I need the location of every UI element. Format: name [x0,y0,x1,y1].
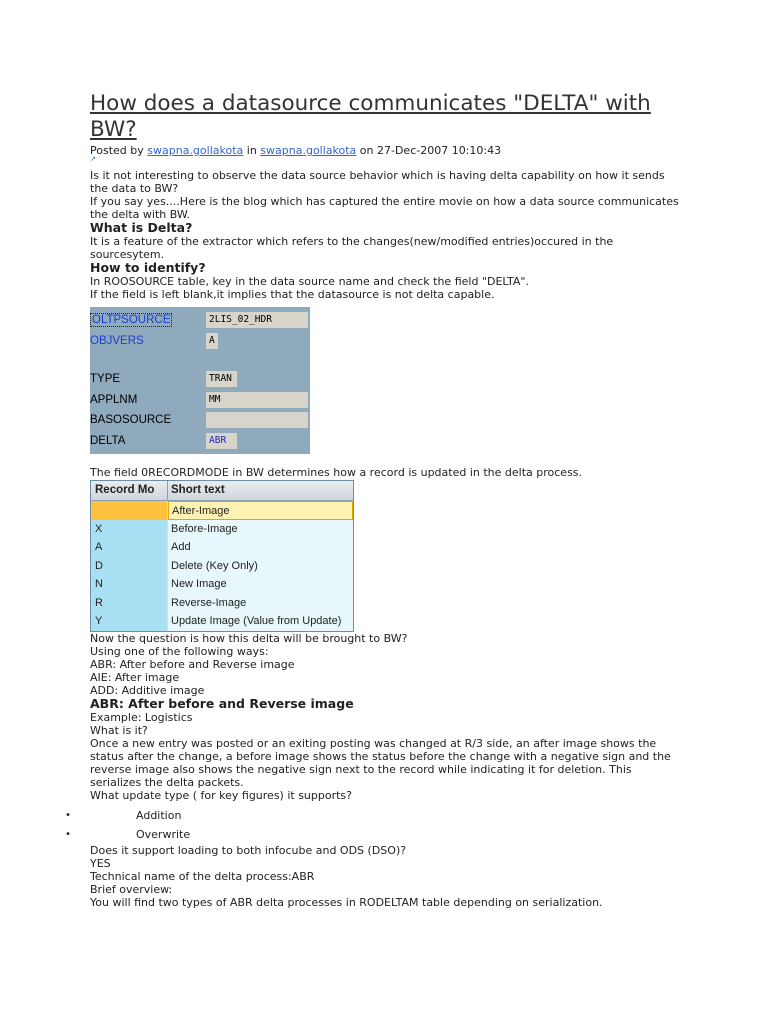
bullet-icon: • [65,809,71,821]
table-row[interactable] [91,612,353,631]
sap-blank-row [90,351,310,369]
ways-text-1: Now the question is how this delta will be brought to BW? [90,631,408,645]
tail-text-1: Does it support loading to both infocube and ODS (DSO)? [90,843,407,857]
recordmode-text: The field 0RECORDMODE in BW determines how a record is updated in the delta process. [90,466,583,479]
what-is-delta-text: It is a feature of the extractor which refers to the changes(new/modified entries)occured in the sourcesytem. [90,235,614,261]
record-mode-cell: N [91,575,168,594]
short-text-cell: New Image [168,575,353,594]
table-row[interactable] [91,520,353,539]
list-item: • Overwrite [90,825,686,844]
heading-how-to-identify: How to identify? [90,260,206,275]
sap-field-key: BASOSOURCE [90,414,172,427]
sap-field-key: DELTA [90,434,126,447]
sap-field-value: A [206,333,218,349]
post-meta [90,144,686,163]
record-mode-cell: R [91,594,168,613]
sap-field-row [90,390,310,411]
author-link[interactable]: swapna.gollakota [147,144,244,157]
table-row[interactable] [91,575,353,594]
post-title: How does a datasource communicates "DELTA" with BW? [90,91,651,142]
short-text-cell: Before-Image [168,520,353,539]
ways-text-4: AIE: After image [90,670,180,684]
table-row[interactable] [91,557,353,576]
sap-field-value: 2LIS_02_HDR [206,312,308,328]
sap-field-key: OLTPSOURCE [92,314,171,327]
sap-field-row [90,410,310,431]
heading-what-is-delta: What is Delta? [90,220,193,235]
tail-text-5: You will find two types of ABR delta processes in RODELTAM table depending on serialization. [90,895,603,909]
sap-field-value [206,412,308,428]
tail-text-4: Brief overview: [90,882,173,896]
column-header-record-mode: Record Mo [91,481,168,500]
sap-field-key: TYPE [90,373,121,386]
sap-field-value: MM [206,392,308,408]
intro-paragraph-2: If you say yes....Here is the blog which has captured the entire movie on how a data source communicates the delta with BW. [90,195,679,221]
record-mode-cell: Y [91,612,168,631]
short-text-cell: Reverse-Image [168,594,353,613]
sap-field-key: APPLNM [90,393,138,406]
bullet-icon: • [65,828,71,840]
roosource-screenshot [90,307,310,454]
ways-text-2: Using one of the following ways: [90,644,269,658]
ways-text-3: ABR: After before and Reverse image [90,657,295,671]
record-mode-cell: A [91,538,168,557]
table-row[interactable] [91,501,353,520]
identify-text-2: If the field is left blank,it implies that the datasource is not delta capable. [90,288,495,301]
ways-text-5: ADD: Additive image [90,683,205,697]
abr-text-2: What is it? [90,723,148,737]
sap-field-row [90,369,310,390]
record-mode-cell: D [91,557,168,576]
posted-by-label: Posted by [90,144,148,157]
tail-text-3: Technical name of the delta process:ABR [90,869,315,883]
short-text-cell: After-Image [168,501,353,520]
blog-link[interactable]: swapna.gollakota [260,144,357,157]
record-mode-cell [91,501,168,520]
abr-text-4: What update type ( for key figures) it supports? [90,788,353,802]
sap-field-value: TRAN [206,371,237,387]
table-row[interactable] [91,538,353,557]
record-mode-cell: X [91,520,168,539]
table-row[interactable] [91,594,353,613]
abr-text-1: Example: Logistics [90,710,193,724]
sap-field-row [90,310,310,331]
sap-field-row [90,431,310,452]
intro-paragraph-1: Is it not interesting to observe the data source behavior which is having delta capability on how it sends the data to BW? [90,169,665,195]
identify-text-1: In ROOSOURCE table, key in the data source name and check the field "DELTA". [90,275,529,288]
list-item: • Addition [90,806,686,825]
update-type-list [65,806,686,844]
in-label: in [243,144,261,157]
abr-text-3: Once a new entry was posted or an exiting posting was changed at R/3 side, an after image shows the status after the change, a before image shows the status before the change with a negative sign and the reverse image also shows the negative sign next to the record while indicating it for deletion. This serializes the delta packets. [90,736,671,789]
post-date: on 27-Dec-2007 10:10:43 [356,144,502,157]
short-text-cell: Update Image (Value from Update) [168,612,353,631]
column-header-short-text: Short text [171,484,225,496]
short-text-cell: Add [168,538,353,557]
sap-field-value: ABR [206,433,237,449]
tail-text-2: YES [90,856,111,870]
blog-post [65,91,686,909]
heading-abr: ABR: After before and Reverse image [90,695,354,711]
sap-field-key: OBJVERS [90,334,144,347]
sap-field-row [90,331,310,352]
link-arrow-icon: ↗ [90,155,96,163]
recordmode-table [90,480,354,632]
short-text-cell: Delete (Key Only) [168,557,353,576]
table-header [91,481,353,501]
